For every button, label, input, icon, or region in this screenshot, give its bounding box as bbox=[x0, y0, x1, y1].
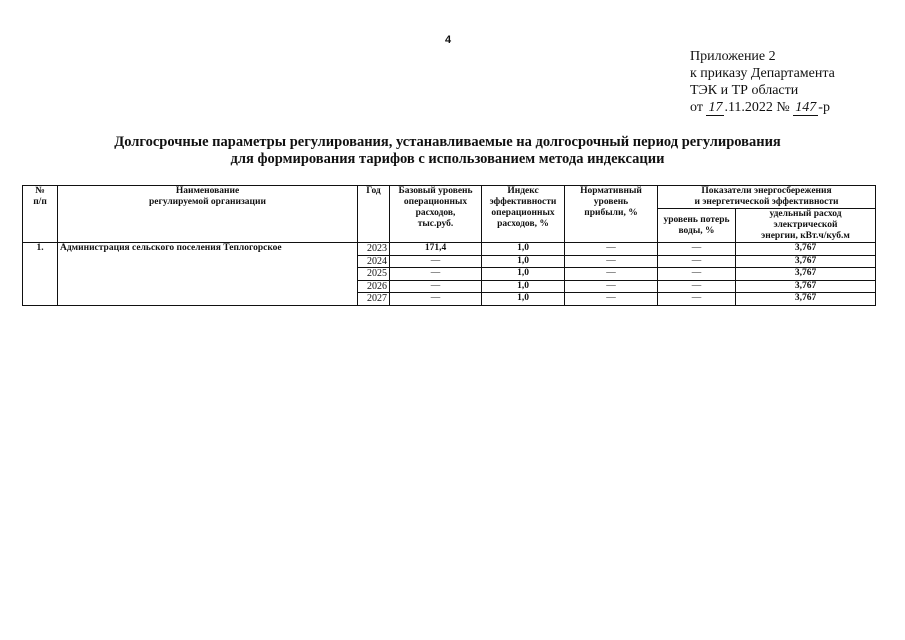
profit-level-cell: — bbox=[565, 293, 658, 306]
efficiency-index-cell: 1,0 bbox=[482, 293, 565, 306]
parameters-table bbox=[22, 185, 876, 306]
header-energy-indicators: Показатели энергосбережения и энергетической эффективности bbox=[658, 186, 876, 209]
title-line-2: для формирования тарифов с использованием метода индексации bbox=[230, 151, 665, 167]
base-costs-cell: 171,4 bbox=[390, 243, 482, 256]
specific-consumption-cell: 3,767 bbox=[736, 280, 876, 293]
order-prefix: от bbox=[690, 100, 703, 115]
row-number: 1. bbox=[23, 243, 58, 306]
order-day-handwritten: 17 bbox=[708, 100, 723, 115]
specific-consumption-cell: 3,767 bbox=[736, 268, 876, 281]
header-water-loss: уровень потерь воды, % bbox=[658, 209, 736, 243]
appendix-block bbox=[690, 48, 835, 116]
water-loss-cell: — bbox=[658, 255, 736, 268]
profit-level-cell: — bbox=[565, 255, 658, 268]
appendix-order-line bbox=[690, 99, 835, 116]
profit-level-cell: — bbox=[565, 243, 658, 256]
header-profit-level: Нормативный уровень прибыли, % bbox=[565, 186, 658, 243]
appendix-line-2: к приказу Департамента bbox=[690, 66, 835, 81]
base-costs-cell: — bbox=[390, 293, 482, 306]
specific-consumption-cell: 3,767 bbox=[736, 255, 876, 268]
efficiency-index-cell: 1,0 bbox=[482, 280, 565, 293]
water-loss-cell: — bbox=[658, 268, 736, 281]
table-row bbox=[23, 243, 876, 256]
order-number-handwritten: 147 bbox=[795, 100, 817, 115]
base-costs-cell: — bbox=[390, 280, 482, 293]
specific-consumption-cell: 3,767 bbox=[736, 293, 876, 306]
base-costs-cell: — bbox=[390, 255, 482, 268]
header-base-costs: Базовый уровень операционных расходов, тыс.руб. bbox=[390, 186, 482, 243]
efficiency-index-cell: 1,0 bbox=[482, 255, 565, 268]
header-org: Наименование регулируемой организации bbox=[58, 186, 358, 243]
water-loss-cell: — bbox=[658, 293, 736, 306]
year-cell: 2027 bbox=[358, 293, 390, 306]
header-num: № п/п bbox=[23, 186, 58, 243]
year-cell: 2023 bbox=[358, 243, 390, 256]
document-title bbox=[40, 134, 855, 168]
appendix-line-3: ТЭК и ТР области bbox=[690, 83, 799, 98]
order-date: .11.2022 № bbox=[724, 100, 790, 115]
header-year: Год bbox=[358, 186, 390, 243]
order-suffix: -р bbox=[818, 100, 830, 115]
water-loss-cell: — bbox=[658, 280, 736, 293]
appendix-line-1: Приложение 2 bbox=[690, 49, 776, 64]
efficiency-index-cell: 1,0 bbox=[482, 268, 565, 281]
header-row-1 bbox=[23, 186, 876, 209]
year-cell: 2025 bbox=[358, 268, 390, 281]
year-cell: 2026 bbox=[358, 280, 390, 293]
water-loss-cell: — bbox=[658, 243, 736, 256]
efficiency-index-cell: 1,0 bbox=[482, 243, 565, 256]
organization-name: Администрация сельского поселения Теплогорское bbox=[58, 243, 358, 306]
header-specific-consumption: удельный расход электрической энергии, кВт.ч/куб.м bbox=[736, 209, 876, 243]
header-efficiency-index: Индекс эффективности операционных расходов, % bbox=[482, 186, 565, 243]
base-costs-cell: — bbox=[390, 268, 482, 281]
profit-level-cell: — bbox=[565, 280, 658, 293]
title-line-1: Долгосрочные параметры регулирования, устанавливаемые на долгосрочный период регулирования bbox=[114, 134, 781, 150]
year-cell: 2024 bbox=[358, 255, 390, 268]
page-number: 4 bbox=[444, 34, 452, 46]
specific-consumption-cell: 3,767 bbox=[736, 243, 876, 256]
profit-level-cell: — bbox=[565, 268, 658, 281]
